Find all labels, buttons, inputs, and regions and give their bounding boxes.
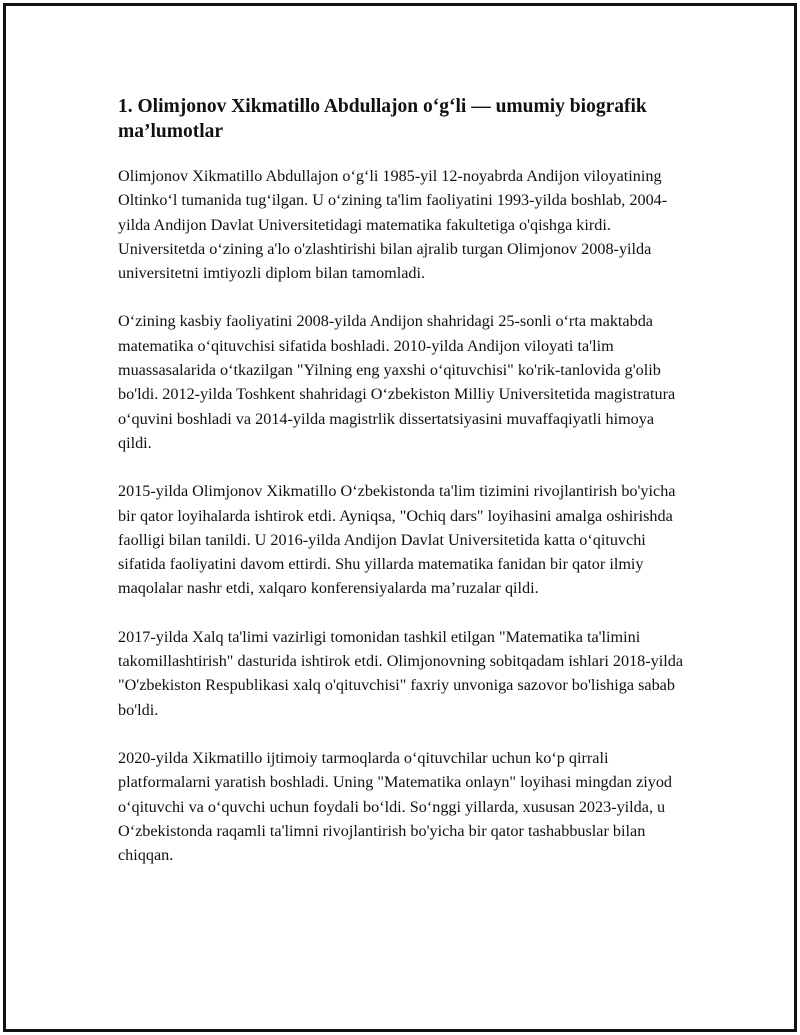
paragraph-3: 2015-yilda Olimjonov Xikmatillo O‘zbekistonda ta'lim tizimini rivojlantirish bo'yicha bir qator loyihalarda ishtirok etdi. Ayniqsa, "Ochiq dars" loyihasini amalga oshirishda faolligi bilan tanildi. U 2016-yilda Andijon Davlat Universitetida katta o‘qituvchi sifatida faoliyatini davom ettirdi. Shu yillarda matematika fanidan bir qator ilmiy maqolalar nashr etdi, xalqaro konferensiyalarda ma’ruzalar qildi. (118, 482, 676, 598)
paragraph-1: Olimjonov Xikmatillo Abdullajon o‘g‘li 1985-yil 12-noyabrda Andijon viloyatining Oltinko‘l tumanida tug‘ilgan. U o‘zining ta'lim faoliyatini 1993-yilda boshlab, 2004-yilda Andijon Davlat Universitetidagi matematika fakultetiga o'qishga kirdi. Universitetda o‘zining a'lo o'zlashtirishi bilan ajralib turgan Olimjonov 2008-yilda universitetni imtiyozli diplom bilan tamomladi. (118, 167, 668, 283)
document-body (118, 94, 690, 891)
section-heading: 1. Olimjonov Xikmatillo Abdullajon o‘g‘li — umumiy biografik ma’lumotlar (118, 96, 647, 142)
paragraph-4: 2017-yilda Xalq ta'limi vazirligi tomonidan tashkil etilgan "Matematika ta'limini takomillashtirish" dasturida ishtirok etdi. Olimjonovning sobitqadam ishlari 2018-yilda "O'zbekiston Respublikasi xalq o'qituvchisi" faxriy unvoniga sazovor bo'lishiga sabab bo'ldi. (118, 627, 684, 719)
paragraph-5: 2020-yilda Xikmatillo ijtimoiy tarmoqlarda o‘qituvchilar uchun ko‘p qirrali platformalarni yaratish boshladi. Uning "Matematika onlayn" loyihasi mingdan ziyod o‘qituvchi va o‘quvchi uchun foydali bo‘ldi. So‘nggi yillarda, xususan 2023-yilda, u O‘zbekistonda raqamli ta'limni rivojlantirish bo'yicha bir qator tashabbuslar bilan chiqqan. (118, 748, 673, 865)
paragraph-2: O‘zining kasbiy faoliyatini 2008-yilda Andijon shahridagi 25-sonli o‘rta maktabda matematika o‘qituvchisi sifatida boshladi. 2010-yilda Andijon viloyati ta'lim muassasalarida o‘tkazilgan "Yilning eng yaxshi o‘qituvchisi" ko'rik-tanlovida g'olib bo'ldi. 2012-yilda Toshkent shahridagi O‘zbekiston Milliy Universitetida magistratura o‘quvini boshladi va 2014-yilda magistrlik dissertatsiyasini muvaffaqiyatli himoya qildi. (118, 312, 676, 452)
